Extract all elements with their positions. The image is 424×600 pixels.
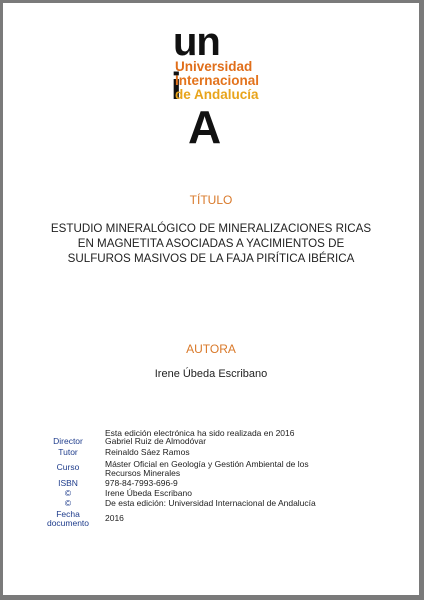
- logo-text-line1: Universidad: [175, 59, 253, 74]
- author-name: Irene Úbeda Escribano: [154, 368, 268, 380]
- logo-text-line3: de Andalucía: [175, 87, 259, 102]
- metadata-label: Fecha documento: [46, 509, 90, 528]
- metadata-label: Curso: [56, 462, 80, 472]
- author-label: AUTORA: [186, 342, 236, 356]
- metadata-value: Máster Oficial en Geología y Gestión Ambiental de los Recursos Minerales: [105, 459, 309, 478]
- metadata-value: De esta edición: Universidad Internacional de Andalucía: [105, 498, 316, 508]
- edition-note: Esta edición electrónica ha sido realizada en 2016: [105, 428, 295, 438]
- metadata-value: Gabriel Ruiz de Almodóvar: [105, 436, 207, 446]
- logo-mark-un: un: [173, 20, 220, 64]
- metadata-label: ©: [64, 498, 72, 508]
- metadata-value: 2016: [105, 513, 124, 523]
- metadata-value: Reinaldo Sáez Ramos: [105, 447, 190, 457]
- metadata-label: Director: [53, 436, 83, 446]
- logo-text-line2: Internacional: [175, 73, 260, 88]
- thesis-title-line: ESTUDIO MINERALÓGICO DE MINERALIZACIONES RICAS: [50, 222, 372, 235]
- metadata-value: Irene Úbeda Escribano: [105, 488, 192, 498]
- thesis-title-line: EN MAGNETITA ASOCIADAS A YACIMIENTOS DE: [77, 237, 345, 250]
- logo-mark-i: i: [171, 66, 182, 108]
- document-page: [3, 3, 419, 595]
- metadata-label: ©: [64, 488, 72, 498]
- unia-logo: [3, 3, 419, 163]
- thesis-title-line: SULFUROS MASIVOS DE LA FAJA PIRÍTICA IBÉRICA: [67, 252, 355, 265]
- logo-mark-a: A: [188, 101, 222, 153]
- metadata-value: 978-84-7993-696-9: [105, 478, 178, 488]
- metadata-label: ISBN: [58, 478, 78, 488]
- metadata-label: Tutor: [58, 447, 78, 457]
- thesis-title: [43, 221, 379, 266]
- title-label: TÍTULO: [189, 193, 233, 207]
